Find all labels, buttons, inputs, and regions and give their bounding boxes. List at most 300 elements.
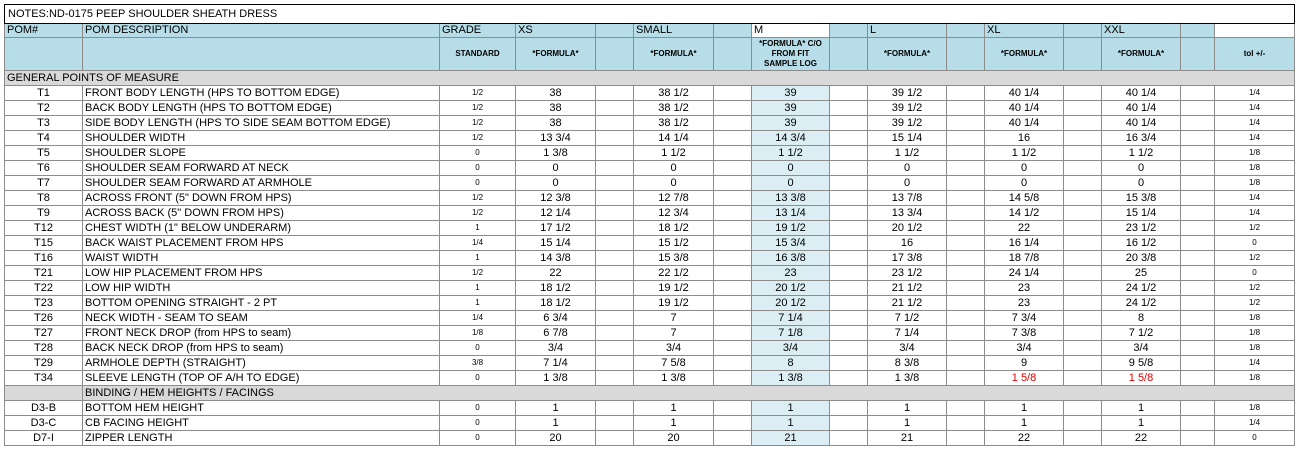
empty-cell — [714, 236, 752, 251]
pom-header: POM# — [5, 24, 83, 38]
empty-cell — [5, 386, 83, 401]
notes-title: NOTES:ND-0175 PEEP SHOULDER SHEATH DRESS — [5, 5, 1295, 24]
empty-cell — [830, 221, 868, 236]
xl-value: 16 — [985, 131, 1064, 146]
xs-value: 13 3/4 — [516, 131, 596, 146]
empty-cell — [1181, 101, 1215, 116]
tolerance-value: 1/8 — [1215, 176, 1295, 191]
tolerance-label: tol +/- — [1215, 38, 1295, 71]
xl-value: 23 — [985, 296, 1064, 311]
xxl-value: 24 1/2 — [1102, 296, 1181, 311]
empty-cell — [714, 326, 752, 341]
l-value: 1 1/2 — [868, 146, 947, 161]
empty-cell — [596, 131, 634, 146]
m-value: 0 — [752, 161, 830, 176]
empty-cell — [830, 146, 868, 161]
m-value: 3/4 — [752, 341, 830, 356]
empty-cell — [830, 236, 868, 251]
empty-cell — [1181, 311, 1215, 326]
pom-code: T8 — [5, 191, 83, 206]
xxl-value: 1 1/2 — [1102, 146, 1181, 161]
empty-cell — [1181, 161, 1215, 176]
empty-cell — [596, 266, 634, 281]
empty-cell — [947, 221, 985, 236]
grade-value: 0 — [440, 341, 516, 356]
table-row — [5, 191, 1295, 206]
xxl-value: 24 1/2 — [1102, 281, 1181, 296]
l-value: 0 — [868, 161, 947, 176]
tolerance-value: 1/8 — [1215, 401, 1295, 416]
empty-cell — [596, 206, 634, 221]
xs-value: 1 3/8 — [516, 371, 596, 386]
empty-cell — [1064, 236, 1102, 251]
grade-value: 1 — [440, 296, 516, 311]
empty-cell — [1064, 116, 1102, 131]
l-value: 16 — [868, 236, 947, 251]
small-value: 1 — [634, 401, 714, 416]
l-value: 23 1/2 — [868, 266, 947, 281]
grade-value: 1/4 — [440, 311, 516, 326]
pom-code: T15 — [5, 236, 83, 251]
xl-value: 40 1/4 — [985, 116, 1064, 131]
l-value: 20 1/2 — [868, 221, 947, 236]
pom-code: T3 — [5, 116, 83, 131]
grade-value: 1/8 — [440, 326, 516, 341]
small-value: 15 3/8 — [634, 251, 714, 266]
empty-cell — [1064, 341, 1102, 356]
empty-cell — [596, 281, 634, 296]
pom-description: BOTTOM OPENING STRAIGHT - 2 PT — [83, 296, 440, 311]
pom-description-header: POM DESCRIPTION — [83, 24, 440, 38]
empty-cell — [1064, 86, 1102, 101]
xxl-value: 15 1/4 — [1102, 206, 1181, 221]
empty-cell — [1181, 176, 1215, 191]
table-row — [5, 326, 1295, 341]
xxl-value: 7 1/2 — [1102, 326, 1181, 341]
tolerance-value: 1/8 — [1215, 161, 1295, 176]
empty-cell — [596, 146, 634, 161]
empty-cell — [1181, 266, 1215, 281]
m-value: 16 3/8 — [752, 251, 830, 266]
empty-cell — [1064, 221, 1102, 236]
header-row — [5, 24, 1295, 38]
xxl-value: 22 — [1102, 431, 1181, 446]
l-value: 39 1/2 — [868, 116, 947, 131]
table-row — [5, 236, 1295, 251]
pom-code: D3-C — [5, 416, 83, 431]
l-value: 0 — [868, 176, 947, 191]
small-value: 38 1/2 — [634, 86, 714, 101]
pom-code: T1 — [5, 86, 83, 101]
m-value: 13 1/4 — [752, 206, 830, 221]
l-value: 21 1/2 — [868, 296, 947, 311]
standard-label: STANDARD — [440, 38, 516, 71]
empty-cell — [714, 296, 752, 311]
size-header-l: L — [868, 24, 947, 38]
tolerance-value: 1/8 — [1215, 311, 1295, 326]
empty-cell — [714, 206, 752, 221]
xs-value: 0 — [516, 176, 596, 191]
pom-code: D3-B — [5, 401, 83, 416]
table-row — [5, 296, 1295, 311]
l-value: 39 1/2 — [868, 101, 947, 116]
xxl-value: 40 1/4 — [1102, 116, 1181, 131]
pom-code: T4 — [5, 131, 83, 146]
table-row — [5, 131, 1295, 146]
xs-value: 7 1/4 — [516, 356, 596, 371]
xs-value: 6 3/4 — [516, 311, 596, 326]
pom-description: SHOULDER SLOPE — [83, 146, 440, 161]
grade-value: 1 — [440, 251, 516, 266]
empty-cell — [714, 371, 752, 386]
empty-cell — [1181, 371, 1215, 386]
empty-cell — [947, 206, 985, 221]
grade-value: 0 — [440, 416, 516, 431]
small-value: 19 1/2 — [634, 296, 714, 311]
m-value: 1 — [752, 401, 830, 416]
empty-cell — [714, 86, 752, 101]
small-value: 38 1/2 — [634, 116, 714, 131]
tolerance-value: 1/8 — [1215, 326, 1295, 341]
empty-cell — [596, 251, 634, 266]
l-value: 3/4 — [868, 341, 947, 356]
pom-code: T6 — [5, 161, 83, 176]
m-value: 14 3/4 — [752, 131, 830, 146]
l-value: 1 — [868, 401, 947, 416]
tolerance-value: 1/4 — [1215, 86, 1295, 101]
xs-value: 6 7/8 — [516, 326, 596, 341]
small-value: 22 1/2 — [634, 266, 714, 281]
m-value: 21 — [752, 431, 830, 446]
pom-description: BOTTOM HEM HEIGHT — [83, 401, 440, 416]
table-row — [5, 311, 1295, 326]
empty-cell — [830, 356, 868, 371]
small-value: 1 — [634, 416, 714, 431]
xl-value: 7 3/8 — [985, 326, 1064, 341]
pom-code: T21 — [5, 266, 83, 281]
xl-value: 0 — [985, 161, 1064, 176]
grade-value: 1 — [440, 281, 516, 296]
pom-code: T9 — [5, 206, 83, 221]
grade-value: 1/2 — [440, 86, 516, 101]
section-binding — [5, 386, 1295, 401]
empty-cell — [1181, 236, 1215, 251]
tolerance-value: 1/8 — [1215, 341, 1295, 356]
small-value: 1 1/2 — [634, 146, 714, 161]
m-value: 1 3/8 — [752, 371, 830, 386]
empty-cell — [830, 431, 868, 446]
empty-cell — [830, 131, 868, 146]
empty-cell — [947, 101, 985, 116]
empty-cell — [1064, 161, 1102, 176]
formula-label-small: *FORMULA* — [634, 38, 714, 71]
xl-value: 1 5/8 — [985, 371, 1064, 386]
empty-cell — [1181, 416, 1215, 431]
section-binding-label: BINDING / HEM HEIGHTS / FACINGS — [83, 386, 1295, 401]
xl-value: 23 — [985, 281, 1064, 296]
empty-cell — [596, 161, 634, 176]
xxl-value: 8 — [1102, 311, 1181, 326]
empty-cell — [1064, 296, 1102, 311]
empty-cell — [1064, 251, 1102, 266]
xl-value: 1 — [985, 401, 1064, 416]
l-value: 8 3/8 — [868, 356, 947, 371]
xl-value: 0 — [985, 176, 1064, 191]
empty-cell — [1064, 311, 1102, 326]
empty-cell — [714, 416, 752, 431]
empty-cell — [947, 401, 985, 416]
empty-cell — [830, 116, 868, 131]
empty-cell — [947, 236, 985, 251]
empty-cell — [1064, 281, 1102, 296]
tolerance-value: 1/4 — [1215, 131, 1295, 146]
grade-value: 1/2 — [440, 191, 516, 206]
xxl-value: 16 3/4 — [1102, 131, 1181, 146]
grade-value: 0 — [440, 161, 516, 176]
small-value: 14 1/4 — [634, 131, 714, 146]
empty-cell — [947, 341, 985, 356]
table-row — [5, 341, 1295, 356]
grade-value: 0 — [440, 431, 516, 446]
empty-cell — [1181, 86, 1215, 101]
table-row — [5, 266, 1295, 281]
xxl-value: 1 — [1102, 401, 1181, 416]
xl-value: 14 5/8 — [985, 191, 1064, 206]
tolerance-value: 0 — [1215, 266, 1295, 281]
tolerance-value: 0 — [1215, 431, 1295, 446]
tolerance-value: 1/4 — [1215, 116, 1295, 131]
empty-cell — [596, 101, 634, 116]
formula-label-xl: *FORMULA* — [985, 38, 1064, 71]
xxl-value: 9 5/8 — [1102, 356, 1181, 371]
empty-cell — [830, 326, 868, 341]
empty-cell — [830, 296, 868, 311]
l-value: 13 3/4 — [868, 206, 947, 221]
xs-value: 12 3/8 — [516, 191, 596, 206]
empty-cell — [947, 131, 985, 146]
empty-cell — [714, 251, 752, 266]
pom-description: SHOULDER SEAM FORWARD AT ARMHOLE — [83, 176, 440, 191]
tolerance-value: 1/8 — [1215, 371, 1295, 386]
empty-cell — [947, 116, 985, 131]
empty-cell — [596, 371, 634, 386]
l-value: 17 3/8 — [868, 251, 947, 266]
empty-cell — [1064, 146, 1102, 161]
pom-code: T5 — [5, 146, 83, 161]
empty-cell — [596, 116, 634, 131]
empty-cell — [596, 236, 634, 251]
grade-value: 0 — [440, 401, 516, 416]
m-value: 39 — [752, 86, 830, 101]
table-row — [5, 146, 1295, 161]
formula-label-xs: *FORMULA* — [516, 38, 596, 71]
xl-value: 40 1/4 — [985, 86, 1064, 101]
grade-value: 1 — [440, 221, 516, 236]
empty-cell — [1064, 356, 1102, 371]
xl-value: 7 3/4 — [985, 311, 1064, 326]
empty-cell — [947, 311, 985, 326]
empty-cell — [1064, 206, 1102, 221]
small-value: 0 — [634, 161, 714, 176]
pom-description: BACK BODY LENGTH (HPS TO BOTTOM EDGE) — [83, 101, 440, 116]
pom-code: T2 — [5, 101, 83, 116]
m-value: 20 1/2 — [752, 296, 830, 311]
pom-description: NECK WIDTH - SEAM TO SEAM — [83, 311, 440, 326]
table-row — [5, 161, 1295, 176]
pom-description: CB FACING HEIGHT — [83, 416, 440, 431]
m-value: 8 — [752, 356, 830, 371]
table-row — [5, 371, 1295, 386]
xs-value: 3/4 — [516, 341, 596, 356]
pom-code: T34 — [5, 371, 83, 386]
pom-description: ARMHOLE DEPTH (STRAIGHT) — [83, 356, 440, 371]
table-row — [5, 416, 1295, 431]
empty-cell — [1064, 101, 1102, 116]
empty-cell — [714, 101, 752, 116]
tolerance-value: 1/2 — [1215, 296, 1295, 311]
empty-cell — [947, 326, 985, 341]
empty-cell — [1181, 326, 1215, 341]
empty-cell — [830, 101, 868, 116]
xxl-value: 23 1/2 — [1102, 221, 1181, 236]
pom-description: LOW HIP PLACEMENT FROM HPS — [83, 266, 440, 281]
pom-code: T7 — [5, 176, 83, 191]
table-row — [5, 221, 1295, 236]
empty-cell — [1064, 416, 1102, 431]
m-value: 1 1/2 — [752, 146, 830, 161]
empty-cell — [596, 296, 634, 311]
empty-cell — [714, 191, 752, 206]
xs-value: 18 1/2 — [516, 281, 596, 296]
xl-value: 1 — [985, 416, 1064, 431]
pom-code: T12 — [5, 221, 83, 236]
pom-description: FRONT BODY LENGTH (HPS TO BOTTOM EDGE) — [83, 86, 440, 101]
xl-value: 18 7/8 — [985, 251, 1064, 266]
l-value: 1 — [868, 416, 947, 431]
l-value: 13 7/8 — [868, 191, 947, 206]
table-row — [5, 176, 1295, 191]
l-value: 39 1/2 — [868, 86, 947, 101]
small-value: 18 1/2 — [634, 221, 714, 236]
small-value: 38 1/2 — [634, 101, 714, 116]
small-value: 3/4 — [634, 341, 714, 356]
empty-cell — [1181, 221, 1215, 236]
xs-value: 0 — [516, 161, 596, 176]
small-value: 7 — [634, 311, 714, 326]
formula-label-xxl: *FORMULA* — [1102, 38, 1181, 71]
small-value: 0 — [634, 176, 714, 191]
empty-cell — [1181, 296, 1215, 311]
empty-cell — [714, 431, 752, 446]
empty-cell — [1181, 251, 1215, 266]
small-value: 12 3/4 — [634, 206, 714, 221]
pom-code: T28 — [5, 341, 83, 356]
empty-cell — [596, 356, 634, 371]
small-value: 1 3/8 — [634, 371, 714, 386]
empty-cell — [947, 431, 985, 446]
grade-value: 1/2 — [440, 116, 516, 131]
size-header-small: SMALL — [634, 24, 714, 38]
xl-value: 24 1/4 — [985, 266, 1064, 281]
empty-cell — [830, 86, 868, 101]
empty-cell — [830, 311, 868, 326]
tolerance-value: 1/2 — [1215, 281, 1295, 296]
m-value: 15 3/4 — [752, 236, 830, 251]
m-value: 23 — [752, 266, 830, 281]
xl-value: 16 1/4 — [985, 236, 1064, 251]
empty-cell — [947, 356, 985, 371]
m-value: 13 3/8 — [752, 191, 830, 206]
table-row — [5, 101, 1295, 116]
empty-cell — [714, 221, 752, 236]
table-row — [5, 431, 1295, 446]
xs-value: 1 3/8 — [516, 146, 596, 161]
empty-cell — [1181, 356, 1215, 371]
empty-cell — [947, 251, 985, 266]
xl-value: 3/4 — [985, 341, 1064, 356]
xs-value: 38 — [516, 116, 596, 131]
xs-value: 15 1/4 — [516, 236, 596, 251]
formula-label-m: *FORMULA* C/O FROM FIT SAMPLE LOG — [752, 38, 830, 71]
empty-cell — [830, 281, 868, 296]
tolerance-value: 1/4 — [1215, 101, 1295, 116]
empty-cell — [830, 206, 868, 221]
l-value: 21 — [868, 431, 947, 446]
grade-value: 1/2 — [440, 206, 516, 221]
empty-cell — [1064, 131, 1102, 146]
pom-code: D7-I — [5, 431, 83, 446]
empty-cell — [1064, 431, 1102, 446]
l-value: 1 3/8 — [868, 371, 947, 386]
empty-cell — [947, 161, 985, 176]
empty-cell — [947, 146, 985, 161]
pom-description: FRONT NECK DROP (from HPS to seam) — [83, 326, 440, 341]
small-value: 7 — [634, 326, 714, 341]
table-row — [5, 401, 1295, 416]
grade-value: 1/4 — [440, 236, 516, 251]
grade-value: 1/2 — [440, 266, 516, 281]
pom-description: ACROSS BACK (5" DOWN FROM HPS) — [83, 206, 440, 221]
l-value: 15 1/4 — [868, 131, 947, 146]
empty-cell — [714, 401, 752, 416]
empty-cell — [947, 86, 985, 101]
empty-cell — [830, 401, 868, 416]
small-value: 15 1/2 — [634, 236, 714, 251]
m-value: 20 1/2 — [752, 281, 830, 296]
pom-code: T23 — [5, 296, 83, 311]
size-header-xs: XS — [516, 24, 596, 38]
empty-cell — [830, 161, 868, 176]
size-header-xl: XL — [985, 24, 1064, 38]
empty-cell — [714, 356, 752, 371]
grade-value: 0 — [440, 176, 516, 191]
xxl-value: 1 5/8 — [1102, 371, 1181, 386]
tolerance-value: 1/4 — [1215, 356, 1295, 371]
empty-cell — [596, 431, 634, 446]
l-value: 21 1/2 — [868, 281, 947, 296]
empty-cell — [830, 416, 868, 431]
empty-cell — [596, 86, 634, 101]
section-general — [5, 71, 1295, 86]
xs-value: 18 1/2 — [516, 296, 596, 311]
xxl-value: 1 — [1102, 416, 1181, 431]
grade-header: GRADE — [440, 24, 516, 38]
pom-description: CHEST WIDTH (1" BELOW UNDERARM) — [83, 221, 440, 236]
xs-value: 17 1/2 — [516, 221, 596, 236]
tolerance-value: 1/8 — [1215, 146, 1295, 161]
empty-cell — [947, 266, 985, 281]
m-value: 39 — [752, 116, 830, 131]
